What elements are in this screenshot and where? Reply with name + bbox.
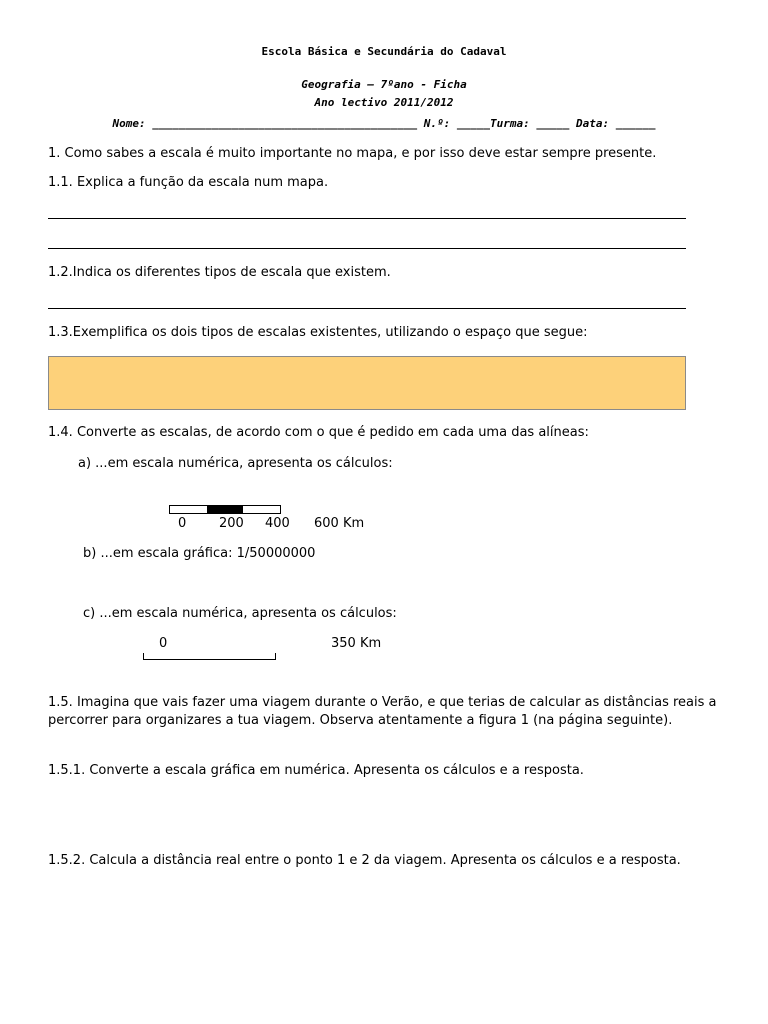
question-1-1: 1.1. Explica a função da escala num mapa. <box>48 175 329 190</box>
scale-c-label-350km: 350 Km <box>331 636 382 651</box>
scale-segment-white-1 <box>169 505 208 514</box>
student-fields: Nome: ________________________________________ N.º: _____Turma: _____ Data: ______ <box>112 117 656 130</box>
question-1-5-1: 1.5.1. Converte a escala gráfica em numérica. Apresenta os cálculos e a resposta. <box>48 763 584 778</box>
question-1-5: 1.5. Imagina que vais fazer uma viagem durante o Verão, e que terias de calcular as distâncias reais a percorrer para organizares a tua viagem. Observa atentamente a figura 1 (na página seguinte). <box>48 695 717 728</box>
question-1-intro: 1. Como sabes a escala é muito importante no mapa, e por isso deve estar sempre presente. <box>48 146 657 161</box>
answer-line-2[interactable] <box>48 248 686 249</box>
scale-label-200: 200 <box>219 516 244 531</box>
answer-box[interactable] <box>48 356 686 410</box>
question-1-4-c: c) ...em escala numérica, apresenta os cálculos: <box>83 606 397 621</box>
question-1-4-b: b) ...em escala gráfica: 1/50000000 <box>83 546 316 561</box>
scale-label-0: 0 <box>178 516 187 531</box>
scale-segment-black <box>208 505 242 514</box>
subject-title: Geografia – 7ºano - Ficha <box>301 78 467 91</box>
scale-segment-white-2 <box>242 505 281 514</box>
question-1-2: 1.2.Indica os diferentes tipos de escala que existem. <box>48 265 391 280</box>
question-1-3: 1.3.Exemplifica os dois tipos de escalas existentes, utilizando o espaço que segue: <box>48 325 588 340</box>
answer-line-1[interactable] <box>48 218 686 219</box>
answer-line-3[interactable] <box>48 308 686 309</box>
question-1-4: 1.4. Converte as escalas, de acordo com o que é pedido em cada uma das alíneas: <box>48 425 589 440</box>
graphic-scale-bar <box>169 505 281 514</box>
question-1-5-2: 1.5.2. Calcula a distância real entre o ponto 1 e 2 da viagem. Apresenta os cálculos e a resposta. <box>48 853 681 868</box>
scale-label-600km: 600 Km <box>314 516 365 531</box>
school-name: Escola Básica e Secundária do Cadaval <box>261 45 507 58</box>
question-1-4-a: a) ...em escala numérica, apresenta os cálculos: <box>78 456 393 471</box>
scale-c-label-0: 0 <box>159 636 168 651</box>
graphic-scale-bracket <box>143 653 276 660</box>
school-year: Ano lectivo 2011/2012 <box>314 96 454 109</box>
scale-label-400: 400 <box>265 516 290 531</box>
